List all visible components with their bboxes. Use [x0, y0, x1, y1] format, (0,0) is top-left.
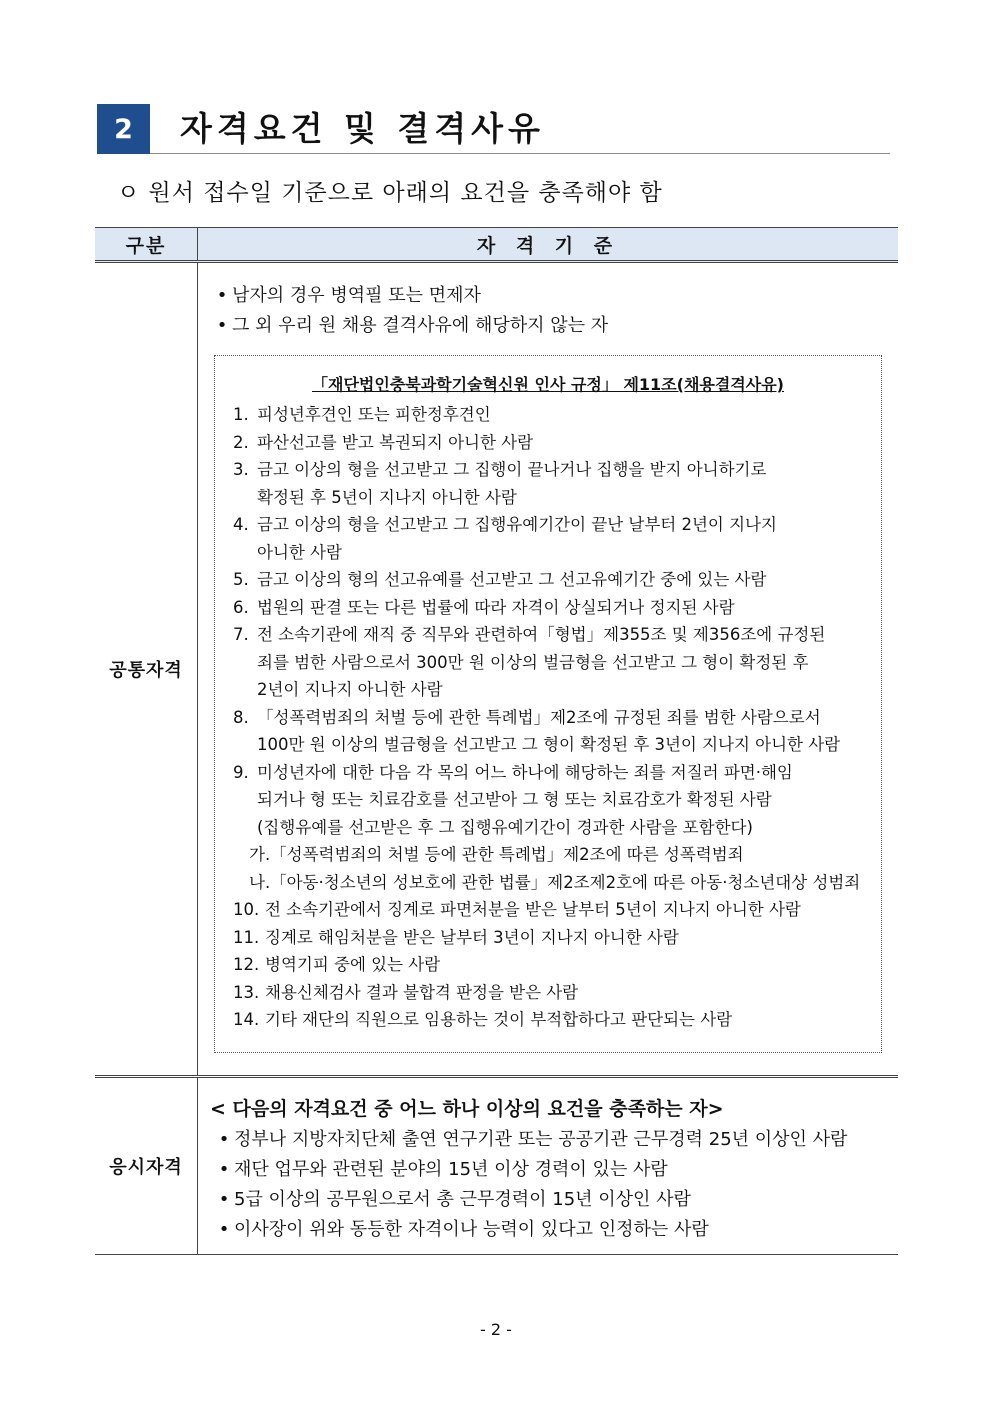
rule-item	[233, 1006, 881, 1034]
rule-item	[233, 456, 881, 511]
rule-text: 금고 이상의 형을 선고받고 그 집행유예기간이 끝난 날부터 2년이 지나지	[257, 515, 777, 534]
rule-text: 법원의 판결 또는 다른 법률에 따라 자격이 상실되거나 정지된 사람	[257, 597, 735, 617]
common-label: 공통자격	[95, 262, 198, 1077]
rule-text: 「성폭력범죄의 처벌 등에 관한 특례법」제2조에 규정된 죄를 범한 사람으로서	[257, 707, 821, 727]
disqualification-box	[214, 355, 882, 1053]
list-item: • 재단 업무와 관련된 분야의 15년 이상 경력이 있는 사람	[214, 1155, 898, 1185]
rule-text: (집행유예를 선고받은 후 그 집행유예기간이 경과한 사람을 포함한다)	[257, 817, 753, 837]
rule-text: 아니한 사람	[257, 542, 342, 562]
rule-number: 7.	[233, 625, 249, 644]
header-category: 구분	[95, 228, 198, 262]
common-content	[198, 262, 899, 1077]
list-item: • 남자의 경우 병역필 또는 면제자	[212, 281, 898, 311]
rule-text: 기타 재단의 직원으로 임용하는 것이 부적합하다고 판단되는 사람	[265, 1010, 733, 1029]
rule-text: 채용신체검사 결과 불합격 판정을 받은 사람	[265, 982, 579, 1002]
rule-number: 2.	[233, 432, 249, 452]
rule-subitem: 가.「성폭력범죄의 처벌 등에 관한 특례법」제2조에 따른 성폭력범죄	[249, 845, 744, 864]
rule-number: 13.	[233, 982, 260, 1002]
rule-text: 확정된 후 5년이 지나지 아니한 사람	[257, 487, 517, 507]
rule-text: 되거나 형 또는 치료감호를 선고받아 그 형 또는 치료감호가 확정된 사람	[257, 790, 772, 809]
rule-number: 4.	[233, 515, 249, 534]
list-item: • 5급 이상의 공무원으로서 총 근무경력이 15년 이상인 사람	[214, 1185, 898, 1215]
intro-text: ㅇ 원서 접수일 기준으로 아래의 요건을 충족해야 함	[117, 180, 663, 206]
rule-item	[233, 511, 881, 566]
rule-text: 미성년자에 대한 다음 각 목의 어느 하나에 해당하는 죄를 저질러 파면·해임	[257, 762, 793, 782]
apply-bullets	[214, 1125, 898, 1245]
rule-item	[233, 401, 881, 429]
header-criteria: 자 격 기 준	[198, 228, 899, 262]
section-title: 자격요건 및 결격사유	[180, 109, 545, 148]
section-header	[97, 104, 890, 154]
apply-content	[198, 1077, 899, 1255]
list-item: • 이사장이 위와 동등한 자격이나 능력이 있다고 인정하는 사람	[214, 1215, 898, 1245]
table-header-row	[95, 228, 898, 262]
rule-item	[233, 704, 881, 759]
rule-number: 3.	[233, 460, 249, 479]
section-number: 2	[97, 104, 150, 154]
rule-number: 6.	[233, 597, 249, 617]
common-bullets	[212, 281, 898, 341]
rule-number: 5.	[233, 570, 249, 589]
rule-text: 병역기피 중에 있는 사람	[265, 955, 441, 974]
rule-number: 10.	[233, 900, 260, 919]
table-row-common	[95, 262, 898, 1077]
rule-number: 11.	[233, 927, 260, 947]
rule-text: 전 소속기관에 재직 중 직무와 관련하여「형법」제355조 및 제356조에 규정된	[257, 625, 826, 644]
table-row-apply	[95, 1077, 898, 1255]
rule-text: 피성년후견인 또는 피한정후견인	[257, 405, 491, 424]
apply-label: 응시자격	[95, 1077, 198, 1255]
rule-text: 파산선고를 받고 복권되지 아니한 사람	[257, 432, 534, 452]
rule-item	[233, 566, 881, 594]
rule-item	[233, 759, 881, 897]
disqualification-list	[233, 401, 881, 1034]
rule-text: 2년이 지나지 아니한 사람	[257, 680, 443, 699]
section-divider	[150, 153, 890, 154]
rule-number: 12.	[233, 955, 260, 974]
rule-item	[233, 594, 881, 622]
rule-item	[233, 924, 881, 952]
list-item: • 그 외 우리 원 채용 결격사유에 해당하지 않는 자	[212, 311, 898, 341]
apply-heading: < 다음의 자격요건 중 어느 하나 이상의 요건을 충족하는 자>	[210, 1098, 724, 1120]
page-number: - 2 -	[480, 1320, 512, 1339]
rule-text: 100만 원 이상의 벌금형을 선고받고 그 형이 확정된 후 3년이 지나지 아니한 사람	[257, 735, 841, 754]
rule-text: 금고 이상의 형의 선고유예를 선고받고 그 선고유예기간 중에 있는 사람	[257, 570, 767, 589]
list-item: • 정부나 지방자치단체 출연 연구기관 또는 공공기관 근무경력 25년 이상인 사람	[214, 1125, 898, 1155]
rule-text: 전 소속기관에서 징계로 파면처분을 받은 날부터 5년이 지나지 아니한 사람	[265, 900, 801, 919]
rule-text: 징계로 해임처분을 받은 날부터 3년이 지나지 아니한 사람	[265, 927, 679, 947]
rule-text: 죄를 범한 사람으로서 300만 원 이상의 벌금형을 선고받고 그 형이 확정된 후	[257, 652, 809, 672]
rule-subitem: 나.「아동·청소년의 성보호에 관한 법률」제2조제2호에 따른 아동·청소년대상 성범죄	[249, 872, 861, 892]
disqualification-title: 「재단법인충북과학기술혁신원 인사 규정」 제11조(채용결격사유)	[311, 375, 784, 394]
rule-item	[233, 896, 881, 924]
rule-number: 1.	[233, 405, 249, 424]
rule-text: 금고 이상의 형을 선고받고 그 집행이 끝나거나 집행을 받지 아니하기로	[257, 460, 767, 479]
rule-item	[233, 429, 881, 457]
rule-number: 8.	[233, 707, 249, 727]
requirements-table	[95, 227, 898, 1255]
rule-item	[233, 621, 881, 704]
rule-number: 9.	[233, 762, 249, 782]
rule-item	[233, 979, 881, 1007]
rule-number: 14.	[233, 1010, 260, 1029]
rule-item	[233, 951, 881, 979]
